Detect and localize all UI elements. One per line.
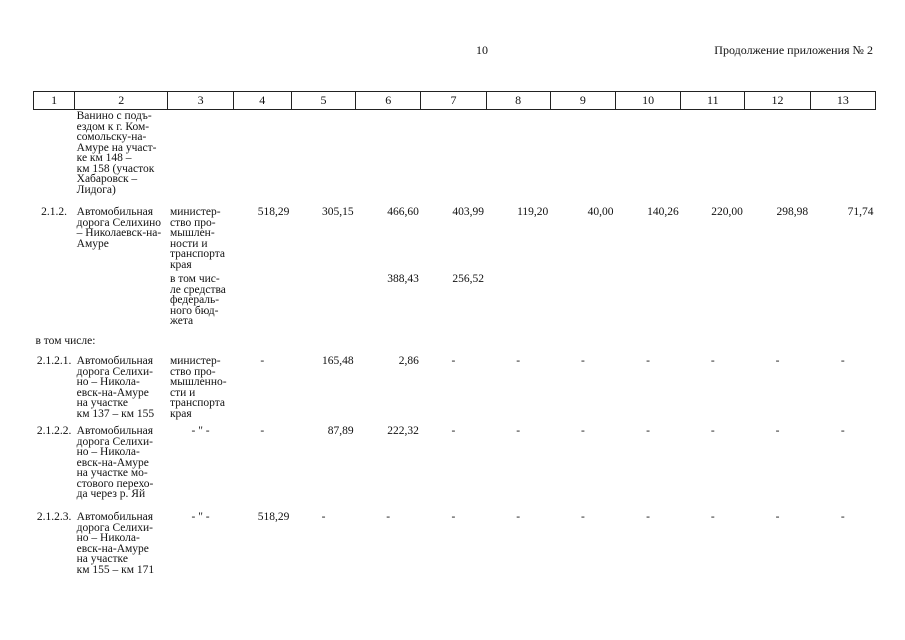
column-number: 3 (168, 92, 233, 110)
executor: министер- ство про- мышленно- сти и транспорта края (169, 355, 227, 420)
value-col11: - (710, 425, 715, 437)
value-col5: 87,89 (327, 425, 354, 437)
value-col8: 119,20 (517, 206, 549, 218)
table-row-2-1-2 (34, 195, 876, 270)
value-col12: - (775, 425, 780, 437)
table-row-2-1-2-3 (34, 510, 876, 575)
value-col7: - (451, 511, 456, 523)
executor: - " - (191, 511, 210, 523)
column-number: 10 (615, 92, 680, 110)
value-col6: 222,32 (387, 425, 419, 437)
value-col11: 220,00 (711, 206, 743, 218)
value-col9: 40,00 (587, 206, 614, 218)
value-col13: - (840, 511, 845, 523)
object-name: Автомобильная дорога Селихи- но – Никола- евск-на-Амуре на участке км 155 – км 171 (76, 511, 155, 576)
value-col6: 2,86 (398, 355, 419, 367)
table-row-2-1-2-1 (34, 352, 876, 424)
object-name: Автомобильная дорога Селихи- но – Никола- евск-на-Амуре на участке мо- стового перехо- да через р. Яй (76, 425, 154, 500)
value-col12: - (775, 511, 780, 523)
table-row-subheading (34, 332, 876, 352)
value-col11: - (710, 511, 715, 523)
value-col8: - (516, 425, 521, 437)
value-col13: - (840, 425, 845, 437)
value-col5: 165,48 (321, 355, 354, 367)
value-col13: 71,74 (847, 206, 874, 218)
column-number: 12 (745, 92, 810, 110)
value-col10: - (646, 511, 651, 523)
column-number: 2 (75, 92, 168, 110)
value-col10: - (646, 425, 651, 437)
row-code: 2.1.2. (41, 206, 67, 218)
column-number: 6 (356, 92, 421, 110)
table-row-continuation (34, 110, 876, 196)
column-number: 1 (34, 92, 75, 110)
object-name: Автомобильная дорога Селихино – Николаевск-на- Амуре (76, 206, 162, 250)
value-col5: - (321, 511, 326, 523)
row-code: 2.1.2.1. (36, 355, 72, 367)
value-col10: - (646, 355, 651, 367)
column-number: 5 (291, 92, 355, 110)
value-col8: - (516, 511, 521, 523)
column-number: 11 (681, 92, 745, 110)
value-col11: - (710, 355, 715, 367)
row-code: 2.1.2.2. (36, 425, 72, 437)
continued-object-name: Ванино с подъ- ездом к г. Ком- сомольску-на- Амуре на участ- ке км 148 – км 158 (участок Хабаровск – Лидога) (76, 110, 157, 196)
page-number: 10 (476, 43, 488, 57)
column-number: 9 (550, 92, 615, 110)
value-col4: 518,29 (257, 206, 290, 218)
value-col9: - (580, 425, 585, 437)
including-subheading: в том числе: (35, 335, 96, 347)
value-col4: 518,29 (257, 511, 290, 523)
value-col13: - (840, 355, 845, 367)
value-col8: - (516, 355, 521, 367)
value-col6: 466,60 (387, 206, 419, 218)
value-col7: - (451, 425, 456, 437)
value-col6: 388,43 (387, 273, 419, 285)
value-col7: 256,52 (452, 273, 485, 285)
executor: - " - (191, 425, 210, 437)
value-col10: 140,26 (647, 206, 679, 218)
row-code: 2.1.2.3. (36, 511, 72, 523)
column-number: 13 (810, 92, 875, 110)
value-col7: - (451, 355, 456, 367)
value-col12: 298,98 (776, 206, 809, 218)
federal-budget-label: в том чис- ле средства федераль- ного бюд- жета (169, 273, 226, 327)
appendix-table (33, 91, 876, 575)
value-col7: 403,99 (452, 206, 485, 218)
appendix-continuation-caption: Продолжение приложения № 2 (714, 43, 873, 57)
value-col12: - (775, 355, 780, 367)
column-number: 7 (421, 92, 486, 110)
value-col6: - (386, 511, 391, 523)
value-col5: 305,15 (321, 206, 354, 218)
column-number-row (34, 92, 876, 110)
object-name: Автомобильная дорога Селихи- но – Никола- евск-на-Амуре на участке км 137 – км 155 (76, 355, 155, 420)
value-col9: - (580, 355, 585, 367)
value-col4: - (260, 355, 265, 367)
column-number: 4 (233, 92, 291, 110)
table-row-2-1-2-2 (34, 424, 876, 510)
value-col9: - (580, 511, 585, 523)
executor: министер- ство про- мышлен- ности и транспорта края (169, 206, 226, 271)
value-col4: - (260, 425, 265, 437)
table-row-federal-budget (34, 270, 876, 332)
column-number: 8 (486, 92, 550, 110)
